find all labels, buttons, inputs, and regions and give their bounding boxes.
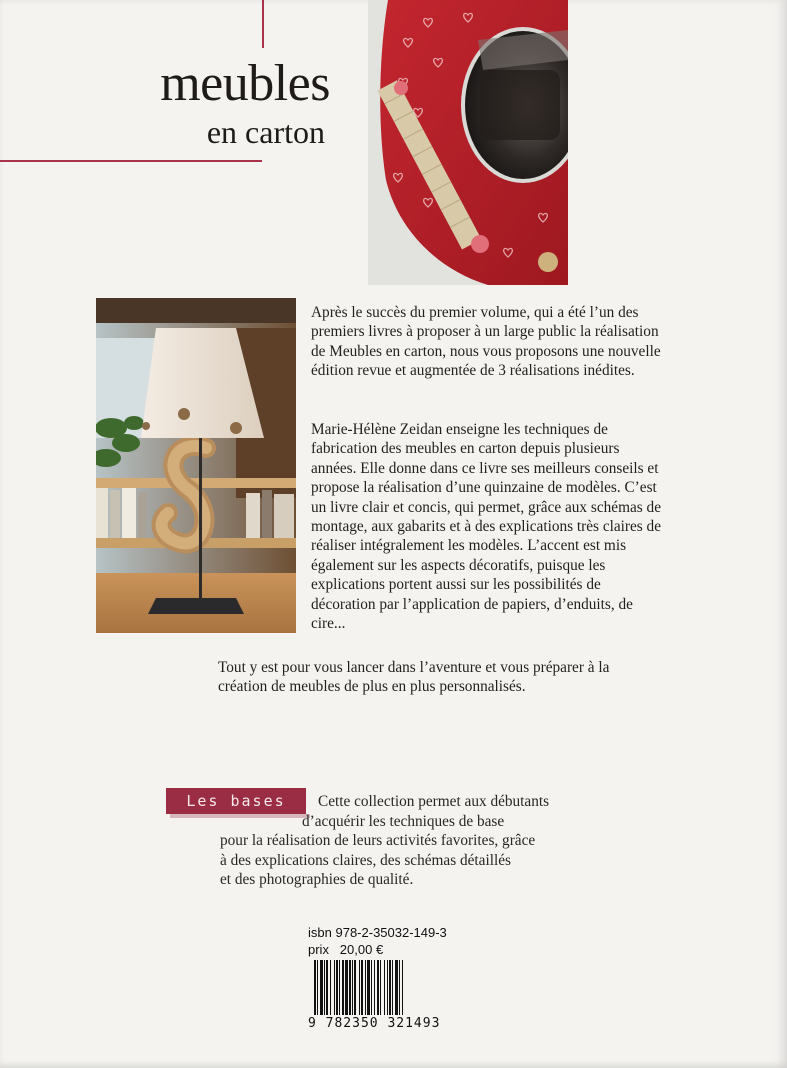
closing-paragraph: Tout y est pour vous lancer dans l’aventure et vous préparer à la création de meubles de plus en plus personnalisés.	[218, 659, 610, 696]
barcode-bar	[399, 960, 400, 1015]
barcode-bar	[314, 960, 316, 1015]
barcode-bar	[395, 960, 398, 1015]
book-title: meubles	[160, 55, 330, 112]
barcode-bar	[380, 960, 381, 1015]
barcode-bar	[349, 960, 351, 1015]
barcode-bar	[374, 960, 375, 1015]
barcode-bar	[361, 960, 363, 1015]
barcode-bar	[384, 960, 385, 1015]
barcode-bar	[336, 960, 338, 1015]
collection-line: Cette collection permet aux débutants	[318, 793, 550, 810]
barcode-bar	[339, 960, 340, 1015]
collection-line: d’acquérir les techniques de base	[302, 812, 505, 830]
collection-line: à des explications claires, des schémas détaillés	[220, 851, 511, 869]
barcode-bar	[387, 960, 388, 1015]
barcode-bar	[359, 960, 360, 1015]
author-paragraph: Marie-Hélène Zeidan enseigne les techniques de fabrication des meubles en carton depuis plusieurs années. Elle donne dans ce livre ses meilleurs conseils et propose la réalisation d’une quinzaine de modèles. C’est un livre clair et concis, qui permet, grâce aux schémas de montage, aux gabarits et à des explications très claires de réaliser intégralement les modèles. L’accent est mis également sur les aspects décoratifs, puisque les explications portent aussi sur les possibilités de décoration par l’application de papiers, d’enduits, de cire...	[311, 421, 661, 633]
title-horizontal-rule	[0, 160, 262, 162]
barcode-bar	[324, 960, 325, 1015]
book-subtitle: en carton	[206, 114, 325, 150]
barcode-bar	[365, 960, 366, 1015]
barcode-bar	[402, 960, 403, 1015]
barcode-bar	[317, 960, 318, 1015]
barcode-bar	[352, 960, 353, 1015]
barcode-bar	[377, 960, 379, 1015]
price-label: prix	[308, 942, 329, 957]
barcode-bar	[334, 960, 335, 1015]
barcode-number: 9 782350 321493	[308, 1016, 441, 1031]
isbn-line	[308, 925, 447, 941]
barcode-bar	[367, 960, 370, 1015]
barcode-bar	[371, 960, 372, 1015]
barcode-bar	[320, 960, 323, 1015]
lamp-photo	[96, 298, 296, 633]
barcode-bar	[326, 960, 328, 1015]
collection-description	[220, 792, 600, 890]
lamp-illustration	[96, 298, 296, 633]
barcode-bar	[342, 960, 344, 1015]
collection-badge: Les bases	[166, 788, 306, 814]
barcode-bar	[354, 960, 356, 1015]
barcode	[312, 960, 442, 1015]
price-line	[308, 942, 383, 958]
isbn-value: 978-2-35032-149-3	[335, 925, 447, 940]
collection-line: et des photographies de qualité.	[220, 871, 414, 889]
collection-line: pour la réalisation de leurs activités favorites, grâce	[220, 832, 536, 850]
mirror-photo	[368, 0, 568, 285]
barcode-bar	[389, 960, 391, 1015]
mirror-illustration	[368, 0, 568, 285]
barcode-bar	[345, 960, 348, 1015]
barcode-bar	[330, 960, 331, 1015]
isbn-label: isbn	[308, 925, 332, 940]
price-value: 20,00 €	[339, 942, 384, 957]
title-vertical-rule	[262, 0, 264, 48]
barcode-bar	[392, 960, 393, 1015]
intro-paragraph: Après le succès du premier volume, qui a été l’un des premiers livres à proposer à un large public la réalisation de Meubles en carton, nous vous proposons une nouvelle édition revue et augmentée de 3 réalisations inédites.	[311, 304, 661, 380]
